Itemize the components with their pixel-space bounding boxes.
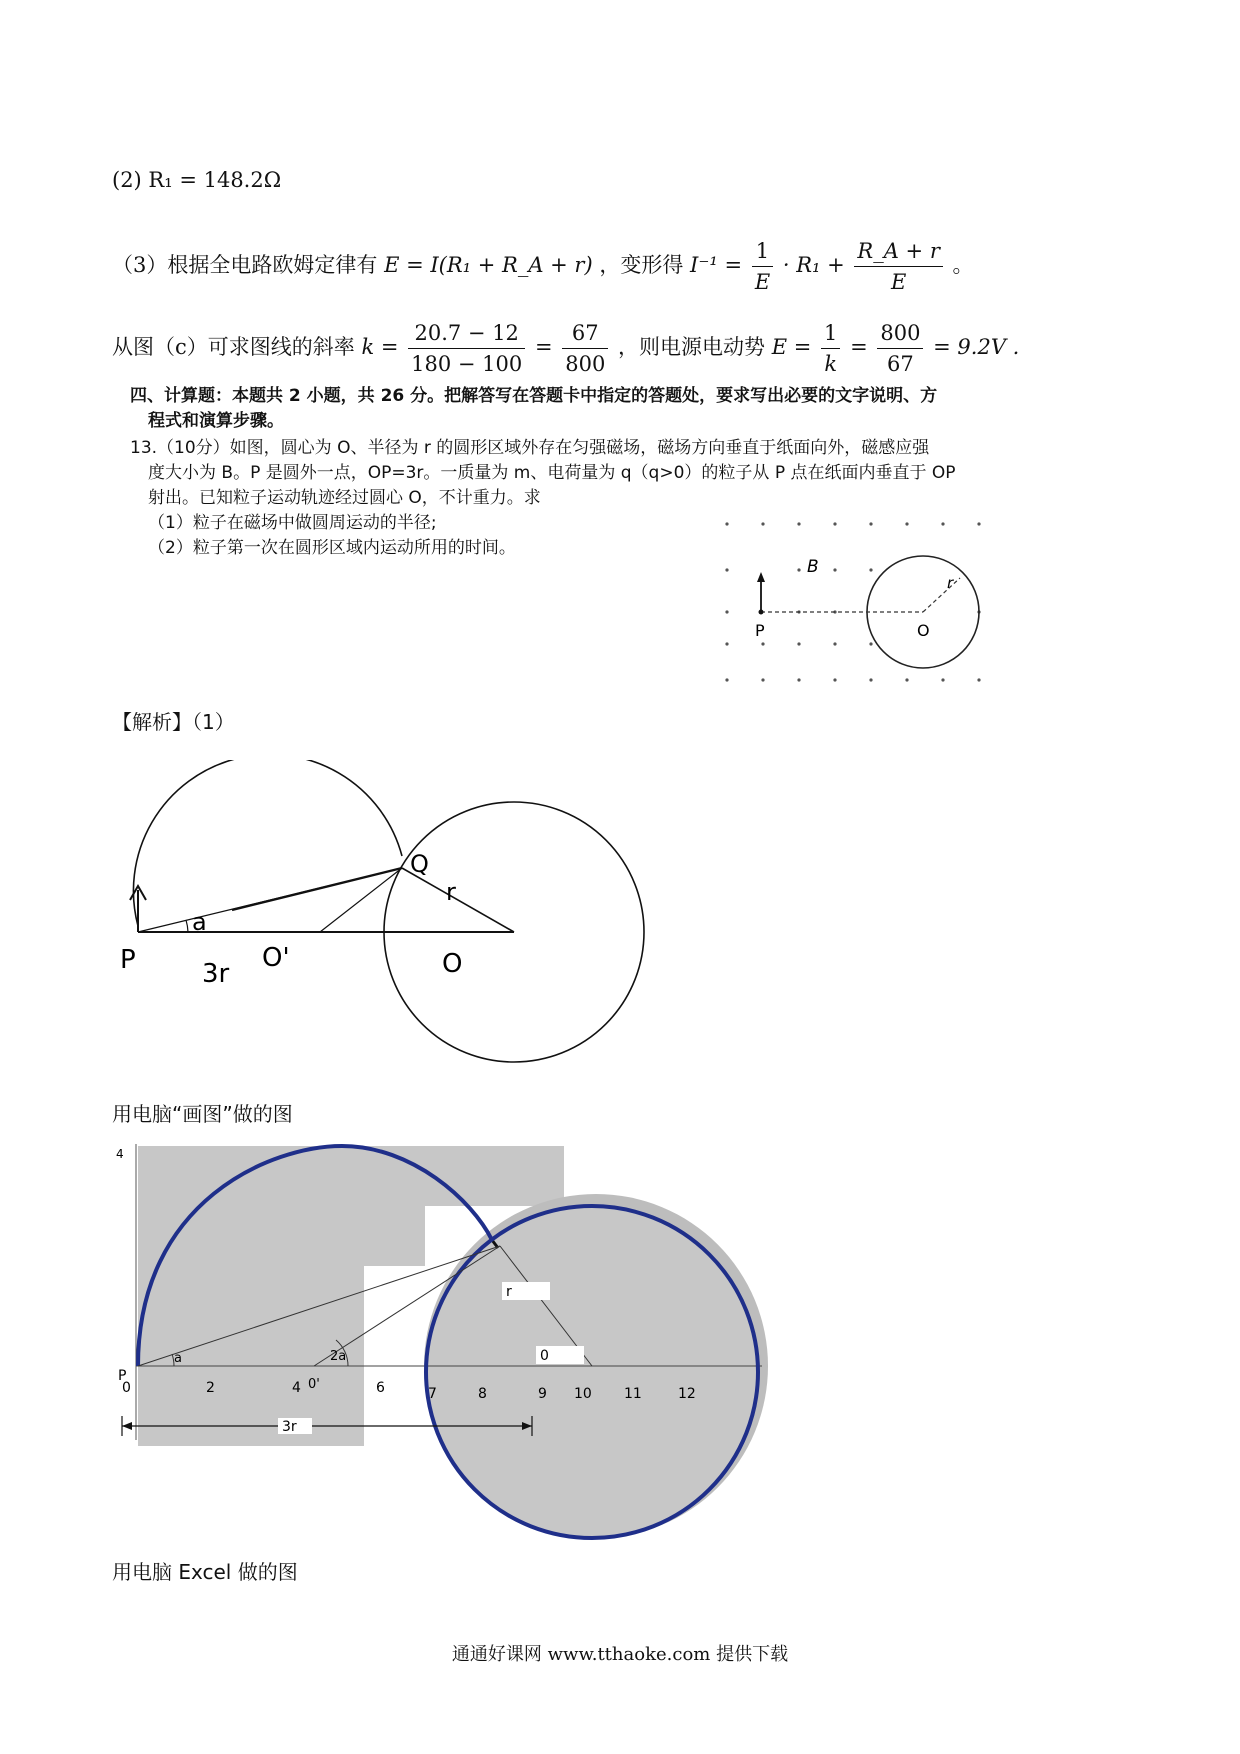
x-tick: 10 <box>574 1386 592 1402</box>
label-o: O <box>442 949 463 979</box>
r1-value: (2) R₁ = 148.2Ω <box>112 168 282 192</box>
radius-dashed-line <box>923 578 960 612</box>
frac-denominator: 67 <box>887 352 914 376</box>
slope-result-fraction <box>562 318 608 379</box>
analysis-label: 【解析】（1） <box>112 710 235 734</box>
problem-figure <box>715 512 995 687</box>
emf-result: = 9.2V . <box>933 335 1020 359</box>
frac-denominator: k <box>824 352 838 376</box>
frac-denominator: E <box>890 270 907 294</box>
equals: = <box>850 335 868 359</box>
slope-line <box>112 318 1019 379</box>
emf-fraction <box>821 318 840 379</box>
x-tick: 6 <box>376 1380 385 1396</box>
label-r: r <box>947 574 954 592</box>
x-tick: 7 <box>428 1386 437 1402</box>
x-tick: 9 <box>538 1386 547 1402</box>
emf-mid: ，则电源电动势 <box>618 335 766 359</box>
fraction-ra-r-over-e <box>854 236 942 297</box>
label-3r: 3r <box>282 1419 297 1435</box>
emf-result-fraction <box>877 318 923 379</box>
label-p: P <box>120 945 136 975</box>
label-o-prime: O' <box>262 943 290 973</box>
times-r1: · R₁ + <box>782 253 845 277</box>
solution-part-2 <box>112 168 281 192</box>
frac-numerator: 20.7 − 12 <box>408 318 525 349</box>
label-r: r <box>506 1284 512 1300</box>
inverse-current: I⁻¹ = <box>690 253 743 277</box>
equals: = <box>534 335 553 359</box>
slope-fraction <box>408 318 525 379</box>
angle-arc-a <box>186 920 188 932</box>
q13-line-1: 13.（10分）如图，圆心为 O、半径为 r 的圆形区域外存在匀强磁场，磁场方向垂直于纸面向外，磁感应强 <box>130 438 930 458</box>
plot-area-gray <box>138 1146 364 1446</box>
period: 。 <box>952 253 974 277</box>
line-pq-thick <box>232 868 402 910</box>
label-q: Q <box>410 850 429 878</box>
solution-part-3 <box>112 236 974 297</box>
label-a: a <box>192 908 207 936</box>
magnetic-field-dots <box>725 522 980 681</box>
x-tick: 0 <box>122 1380 131 1396</box>
x-tick: 4 <box>292 1380 301 1396</box>
caption-excel: 用电脑 Excel 做的图 <box>112 1560 298 1584</box>
section-heading-cont: 程式和演算步骤。 <box>148 411 284 431</box>
fraction-one-over-e <box>752 236 773 297</box>
q13-line-3: 射出。已知粒子运动轨迹经过圆心 O，不计重力。求 <box>148 488 541 508</box>
frac-numerator: 1 <box>821 318 840 349</box>
x-tick: 8 <box>478 1386 487 1402</box>
frac-numerator: R_A + r <box>854 236 942 267</box>
frac-denominator: 180 − 100 <box>411 352 523 376</box>
label-o: O <box>917 621 930 640</box>
frac-denominator: 800 <box>565 352 606 376</box>
frac-numerator: 67 <box>562 318 608 349</box>
label-2a: 2a <box>330 1349 347 1364</box>
label-b: B <box>807 557 819 577</box>
frac-denominator: E <box>754 270 771 294</box>
label-p: P <box>118 1368 127 1384</box>
slope-prefix: 从图（c）可求图线的斜率 <box>112 335 355 359</box>
x-tick: 11 <box>624 1386 642 1402</box>
part3-prefix: （3）根据全电路欧姆定律有 <box>112 253 378 277</box>
emf-e: E = <box>771 335 812 359</box>
label-p: P <box>755 621 765 640</box>
excel-figure <box>112 1140 792 1560</box>
x-tick: 2 <box>206 1380 215 1396</box>
ohm-law-equation: E = I(R₁ + R_A + r) <box>384 253 593 277</box>
q13-sub-1: （1）粒子在磁场中做圆周运动的半径; <box>148 513 437 533</box>
section-heading: 四、计算题：本题共 2 小题，共 26 分。把解答写在答题卡中指定的答题处，要求写出必要的文字说明、方 <box>130 386 938 406</box>
frac-numerator: 800 <box>877 318 923 349</box>
y-tick-label: 4 <box>116 1147 124 1161</box>
paint-figure <box>112 760 672 1080</box>
label-o: 0 <box>540 1348 549 1364</box>
caption-paint: 用电脑“画图”做的图 <box>112 1102 293 1126</box>
label-o-prime: 0' <box>308 1377 320 1392</box>
label-a: a <box>174 1351 182 1366</box>
page-footer: 通通好课网 www.tthaoke.com 提供下载 <box>451 1644 789 1665</box>
arrow-left-icon <box>122 1422 132 1430</box>
slope-k: k = <box>361 335 399 359</box>
label-r: r <box>446 878 456 906</box>
x-tick: 12 <box>678 1386 696 1402</box>
point-p <box>759 610 764 615</box>
part3-mid: ，变形得 <box>599 253 684 277</box>
frac-numerator: 1 <box>752 236 773 267</box>
arrow-head-icon <box>757 572 765 582</box>
label-3r: 3r <box>202 959 230 989</box>
q13-line-2: 度大小为 B。P 是圆外一点，OP=3r。一质量为 m、电荷量为 q（q>0）的粒子从 P 点在纸面内垂直于 OP <box>148 463 956 483</box>
q13-sub-2: （2）粒子第一次在圆形区域内运动所用的时间。 <box>148 538 516 558</box>
